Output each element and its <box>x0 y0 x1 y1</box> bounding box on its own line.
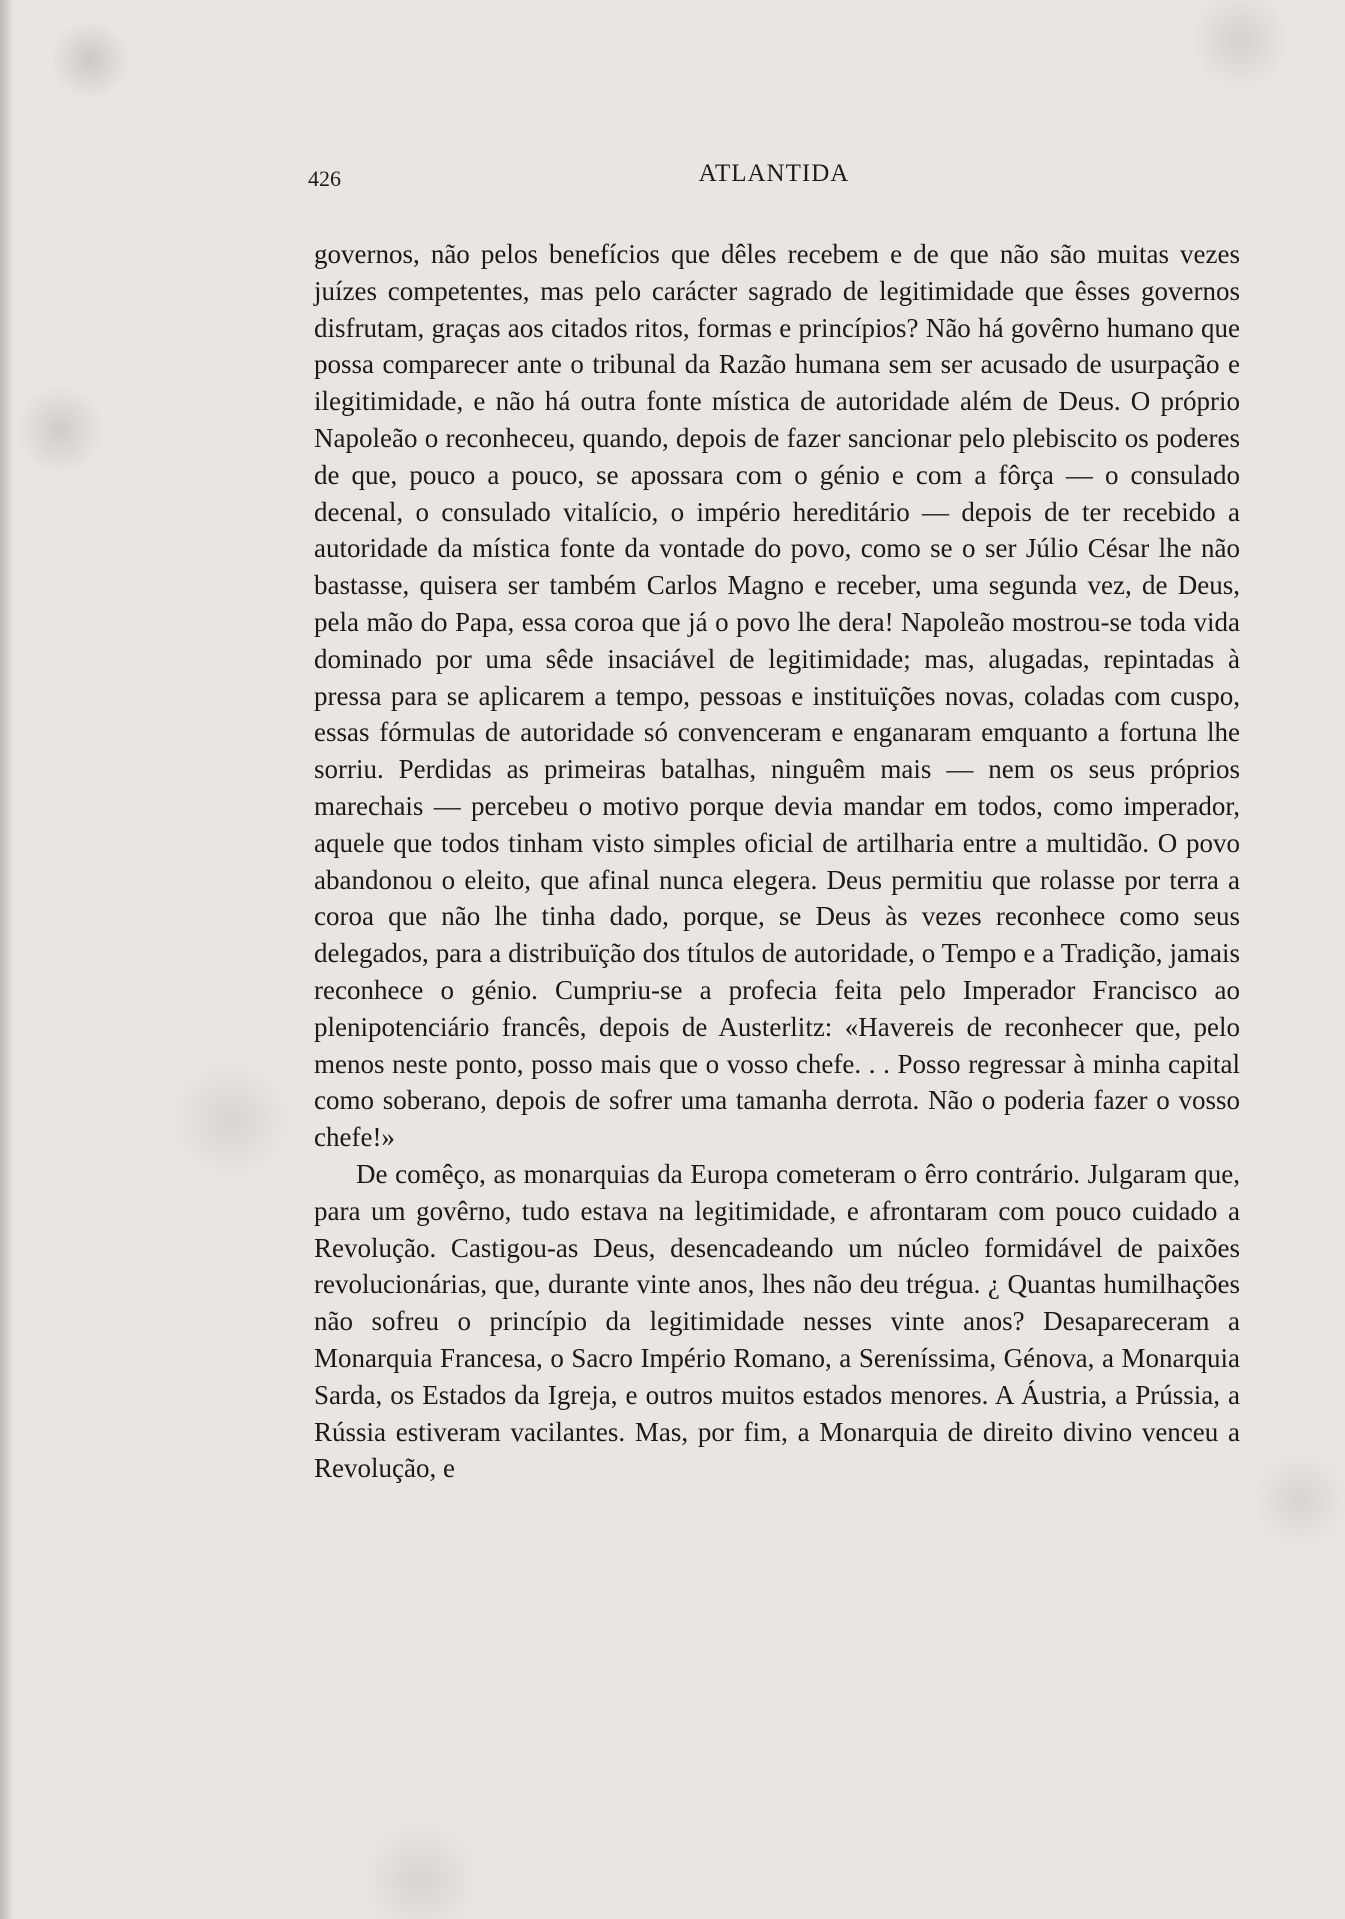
page-header <box>308 160 1240 196</box>
page-edge-shadow <box>0 0 14 1919</box>
paragraph-2: De comêço, as monarquias da Europa cometeram o êrro contrário. Julgaram que, para um govêrno, tudo estava na legitimidade, e afrontaram com pouco cuidado a Revolução. Castigou-as Deus, desencadeando um núcleo formidável de paixões revolucionárias, que, durante vinte anos, lhes não deu trégua. ¿ Quantas humilhações não sofreu o princípio da legitimidade nesses vinte anos? Desapareceram a Monarquia Francesa, o Sacro Império Romano, a Sereníssima, Génova, a Monarquia Sarda, os Estados da Igreja, e outros muitos estados menores. A Áustria, a Prússia, a Rússia estiveram vacilantes. Mas, por fim, a Monarquia de direito divino venceu a Revolução, e <box>314 1158 1240 1484</box>
running-title: ATLANTIDA <box>698 160 850 187</box>
paragraph-1: governos, não pelos benefícios que dêles recebem e de que não são muitas vezes juízes competentes, mas pelo carácter sagrado de legitimidade que êsses governos disfrutam, graças aos citados ritos, formas e princípios? Não há govêrno humano que possa comparecer ante o tribunal da Razão humana sem ser acusado de usurpação e ilegitimidade, e não há outra fonte mística de autoridade além de Deus. O próprio Napoleão o reconheceu, quando, depois de fazer sancionar pelo plebiscito os poderes de que, pouco a pouco, se apossara com o génio e com a fôrça — o consulado decenal, o consulado vitalício, o império hereditário — depois de ter recebido a autoridade da mística fonte da vontade do povo, como se o ser Júlio César lhe não bastasse, quisera ser também Carlos Magno e receber, uma segunda vez, de Deus, pela mão do Papa, essa coroa que já o povo lhe dera! Napoleão mostrou-se toda vida dominado por uma sêde insaciável de legitimidade; mas, alugadas, repintadas à pressa para se aplicarem a tempo, pessoas e instituïções novas, coladas com cuspo, essas fórmulas de autoridade só convenceram e enganaram emquanto a fortuna lhe sorriu. Perdidas as primeiras batalhas, ninguêm mais — nem os seus próprios marechais — percebeu o motivo porque devia mandar em todos, como imperador, aquele que todos tinham visto simples oficial de artilharia entre a multidão. O povo abandonou o eleito, que afinal nunca elegera. Deus permitiu que rolasse por terra a coroa que não lhe tinha dado, porque, se Deus às vezes reconhece como seus delegados, para a distribuïção dos títulos de autoridade, o Tempo e a Tradição, jamais reconhece o génio. Cumpriu-se a profecia feita pelo Imperador Francisco ao plenipotenciário francês, depois de Austerlitz: «Havereis de reconhecer que, pelo menos neste ponto, posso mais que o vosso chefe. . . Posso regressar à minha capital como soberano, depois de sofrer uma tamanha derrota. Não o poderia fazer o vosso chefe!» <box>314 239 1240 1153</box>
body-text <box>314 236 1240 1487</box>
page-number: 426 <box>308 166 341 191</box>
